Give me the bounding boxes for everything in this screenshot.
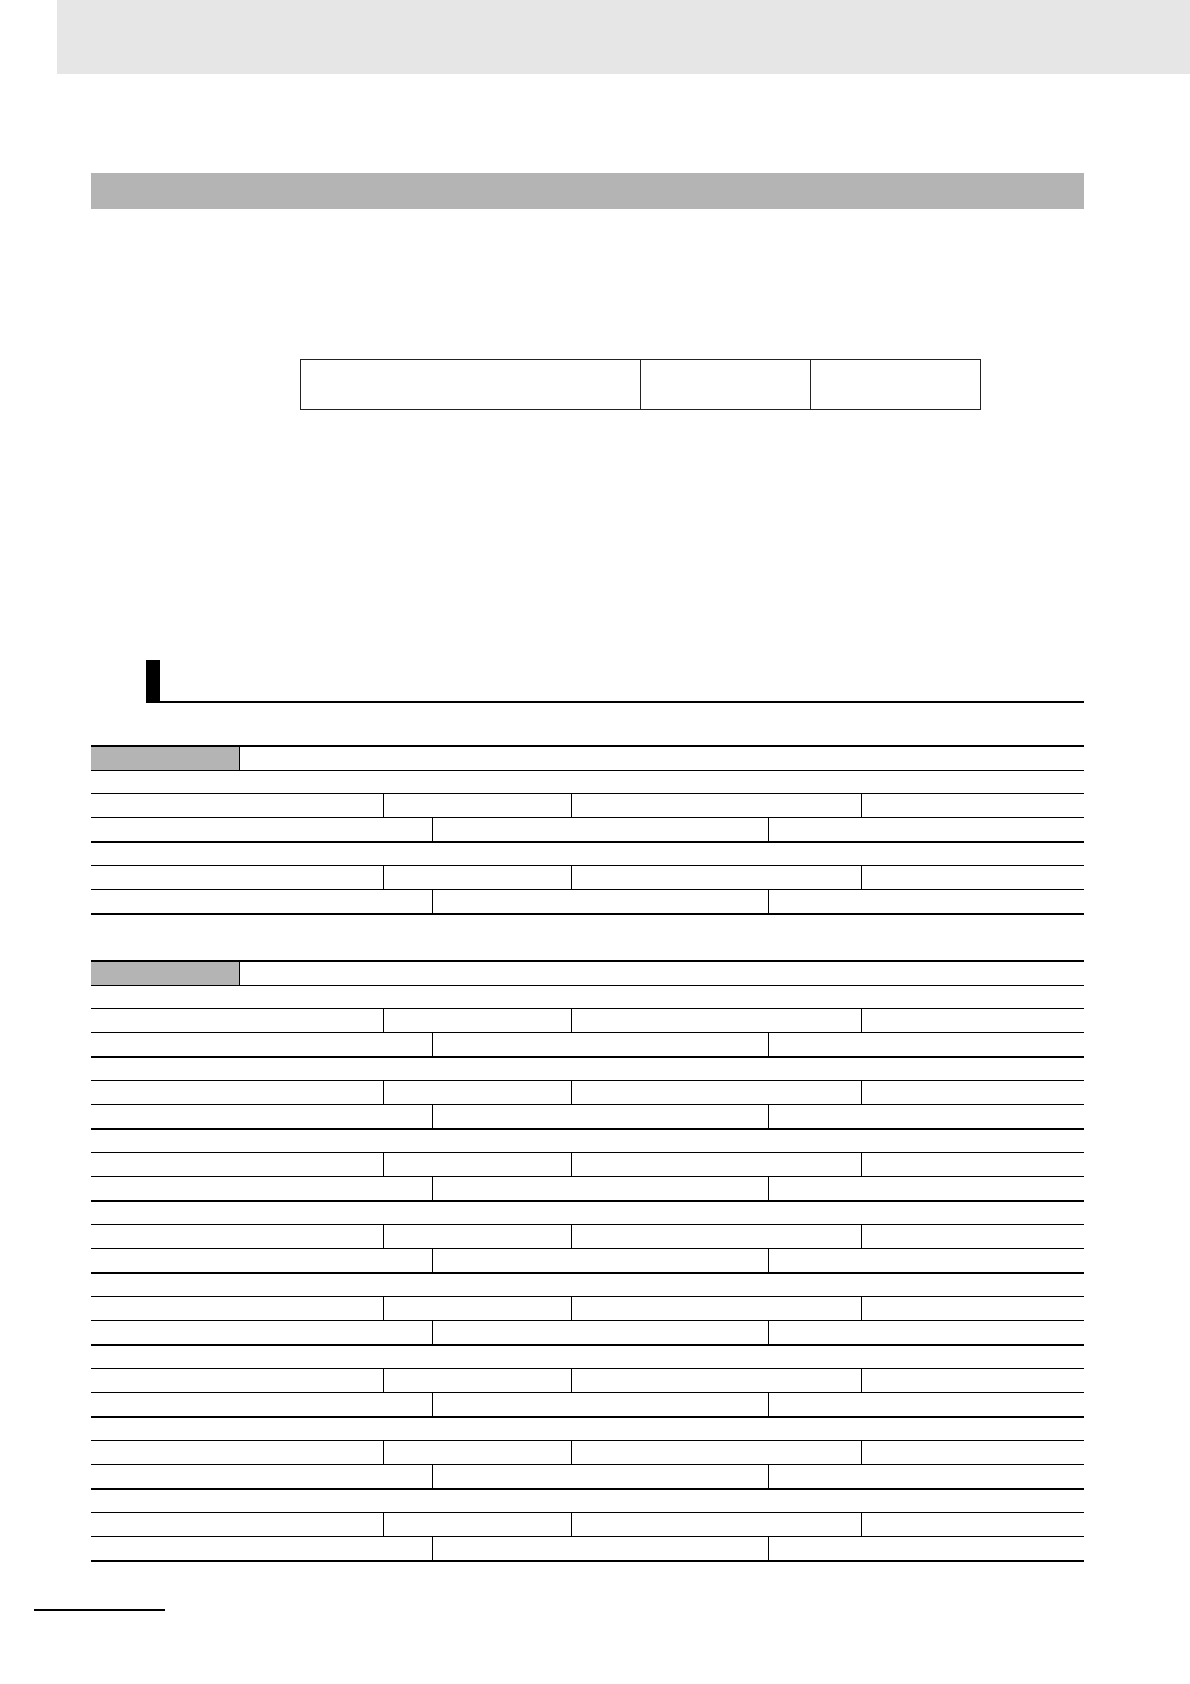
cell-divider: [768, 1248, 769, 1272]
page-header-band: [57, 0, 1190, 74]
table-row: [91, 1346, 1084, 1418]
table-row: [91, 771, 1084, 843]
cell-divider: [861, 1296, 862, 1320]
table-row: [91, 1130, 1084, 1202]
cell-divider: [432, 1104, 433, 1128]
row-rule: [91, 1296, 1084, 1297]
row-rule: [91, 865, 1084, 866]
row-rule: [91, 1080, 1084, 1081]
table-group-header: [91, 960, 1084, 986]
cell-divider: [571, 1368, 572, 1392]
cell-divider: [432, 1536, 433, 1560]
cell-divider: [768, 1176, 769, 1200]
row-rule: [91, 1392, 1084, 1393]
spec-table-2: [91, 960, 1084, 1585]
cell-divider: [768, 1392, 769, 1416]
row-rule: [91, 1320, 1084, 1321]
spec-table-1: [91, 745, 1084, 915]
cell-divider: [383, 1224, 384, 1248]
table-group-header: [91, 745, 1084, 771]
cell-divider: [432, 1248, 433, 1272]
cell-divider: [383, 1008, 384, 1032]
table-row: [91, 1202, 1084, 1274]
header-cell-2: [641, 360, 811, 409]
row-rule: [91, 1512, 1084, 1513]
cell-divider: [768, 1032, 769, 1056]
cell-divider: [861, 1152, 862, 1176]
row-rule: [91, 1440, 1084, 1441]
cell-divider: [861, 1440, 862, 1464]
cell-divider: [768, 1464, 769, 1488]
cell-divider: [571, 865, 572, 889]
cell-divider: [432, 1176, 433, 1200]
cell-divider: [432, 1032, 433, 1056]
section-title-bar: [91, 173, 1084, 209]
cell-divider: [571, 1152, 572, 1176]
cell-divider: [861, 1512, 862, 1536]
row-rule: [91, 1176, 1084, 1177]
cell-divider: [861, 1368, 862, 1392]
table-row: [91, 1418, 1084, 1490]
cell-divider: [571, 1224, 572, 1248]
row-rule: [91, 1152, 1084, 1153]
cell-divider: [383, 1296, 384, 1320]
cell-divider: [383, 1512, 384, 1536]
cell-divider: [768, 1320, 769, 1344]
row-rule: [91, 1008, 1084, 1009]
cell-divider: [861, 865, 862, 889]
cell-divider: [571, 1080, 572, 1104]
cell-divider: [383, 1440, 384, 1464]
cell-divider: [383, 793, 384, 817]
row-rule: [91, 1464, 1084, 1465]
header-table: [300, 359, 981, 410]
header-cell-1: [301, 360, 641, 409]
row-rule: [91, 1368, 1084, 1369]
cell-divider: [571, 793, 572, 817]
cell-divider: [861, 1008, 862, 1032]
row-rule: [91, 1224, 1084, 1225]
row-rule: [91, 1032, 1084, 1033]
table-row: [91, 986, 1084, 1058]
row-rule: [91, 913, 1084, 915]
footer-rule: [34, 1609, 165, 1611]
table-row: [91, 1274, 1084, 1346]
cell-divider: [432, 1464, 433, 1488]
cell-divider: [571, 1512, 572, 1536]
cell-divider: [768, 817, 769, 841]
row-rule: [91, 817, 1084, 818]
cell-divider: [383, 1368, 384, 1392]
row-rule: [91, 1536, 1084, 1537]
cell-divider: [383, 865, 384, 889]
cell-divider: [383, 1152, 384, 1176]
cell-divider: [861, 793, 862, 817]
cell-divider: [432, 889, 433, 913]
cell-divider: [768, 889, 769, 913]
cell-divider: [432, 1392, 433, 1416]
header-cell-3: [811, 360, 980, 409]
row-rule: [91, 1104, 1084, 1105]
cell-divider: [432, 817, 433, 841]
table-row: [91, 1490, 1084, 1562]
table-group-tab: [91, 962, 240, 985]
cell-divider: [571, 1008, 572, 1032]
row-rule: [91, 1248, 1084, 1249]
cell-divider: [861, 1080, 862, 1104]
row-rule: [91, 793, 1084, 794]
cell-divider: [571, 1296, 572, 1320]
cell-divider: [768, 1536, 769, 1560]
row-rule: [91, 889, 1084, 890]
cell-divider: [571, 1440, 572, 1464]
row-rule: [91, 1560, 1084, 1562]
cell-divider: [383, 1080, 384, 1104]
table-group-tab: [91, 747, 240, 770]
table-row: [91, 1058, 1084, 1130]
table-row: [91, 843, 1084, 915]
subsection-heading-marker: [146, 660, 160, 703]
cell-divider: [861, 1224, 862, 1248]
cell-divider: [432, 1320, 433, 1344]
subsection-heading-rule: [146, 701, 1084, 703]
cell-divider: [768, 1104, 769, 1128]
